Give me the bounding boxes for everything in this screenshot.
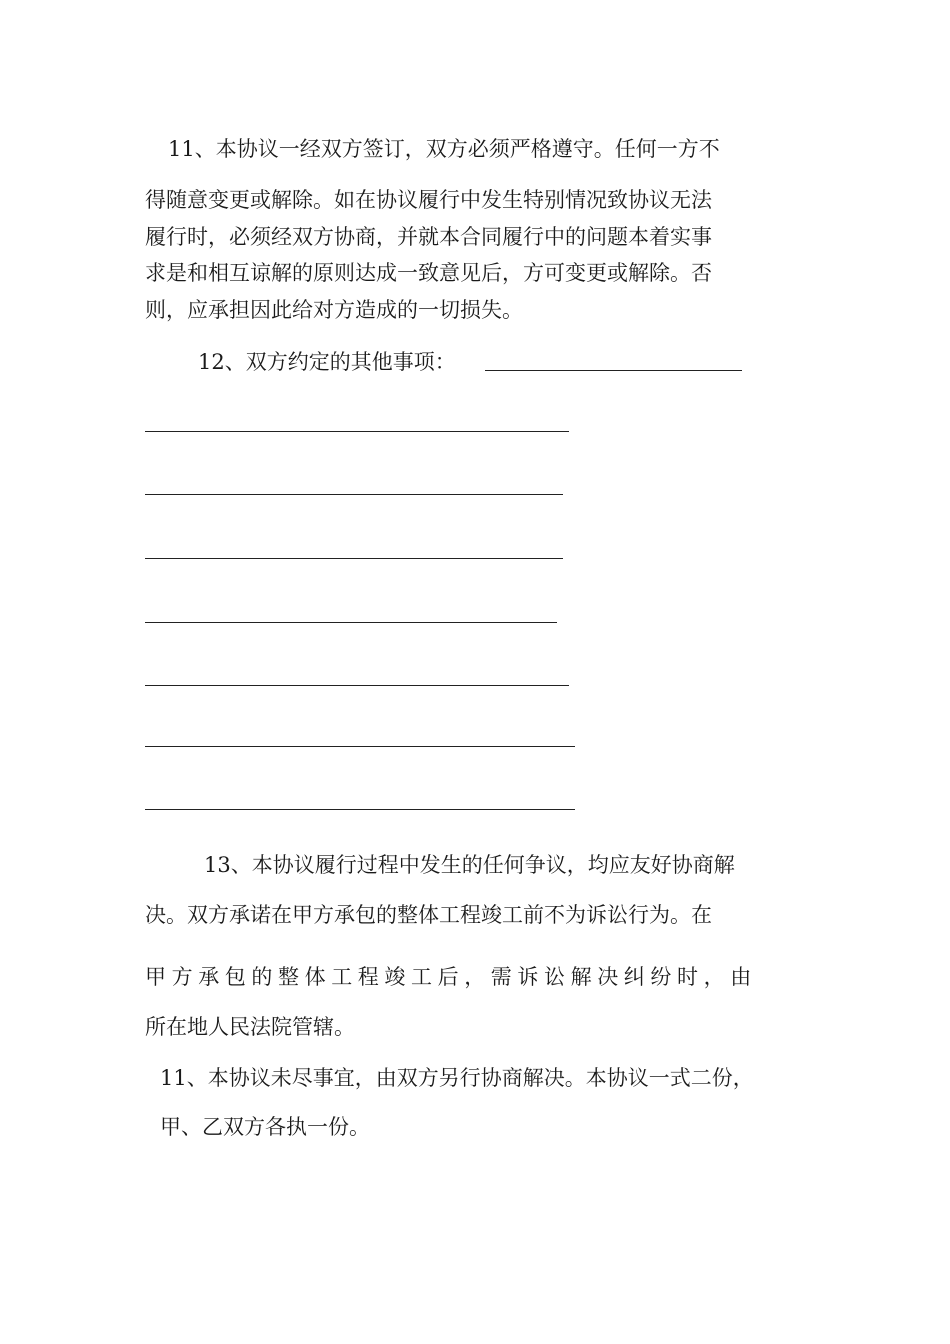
- clause-13-line-3: 甲方承包的整体工程竣工后，需诉讼解决纠纷时，由: [145, 965, 757, 989]
- clause-11-line-3: 履行时，必须经双方协商，并就本合同履行中的问题本着实事: [145, 225, 712, 249]
- clause-11-line-4: 求是和相互谅解的原则达成一致意见后，方可变更或解除。否: [145, 261, 712, 285]
- clause-11-line-2: 得随意变更或解除。如在协议履行中发生特别情况致协议无法: [145, 188, 712, 212]
- clause-13-line-1: 13、本协议履行过程中发生的任何争议，均应友好协商解: [204, 853, 735, 877]
- blank-line-6: [145, 746, 575, 747]
- clause-11-line-1: 11、本协议一经双方签订，双方必须严格遵守。任何一方不: [168, 137, 720, 161]
- blank-line-7: [145, 809, 575, 810]
- blank-line-2: [145, 494, 563, 495]
- clause-11b-line-1: 11、本协议未尽事宜，由双方另行协商解决。本协议一式二份，: [160, 1066, 754, 1090]
- blank-line-4: [145, 622, 557, 623]
- clause-12-blank-inline: [485, 370, 742, 371]
- clause-11b-line-2: 甲、乙双方各执一份。: [160, 1115, 370, 1139]
- clause-13-line-4: 所在地人民法院管辖。: [145, 1015, 355, 1039]
- clause-12-label: 12、双方约定的其他事项：: [198, 350, 456, 374]
- blank-line-5: [145, 685, 569, 686]
- blank-line-3: [145, 558, 563, 559]
- blank-line-1: [145, 431, 569, 432]
- clause-13-line-2: 决。双方承诺在甲方承包的整体工程竣工前不为诉讼行为。在: [145, 903, 712, 927]
- clause-11-line-5: 则，应承担因此给对方造成的一切损失。: [145, 298, 523, 322]
